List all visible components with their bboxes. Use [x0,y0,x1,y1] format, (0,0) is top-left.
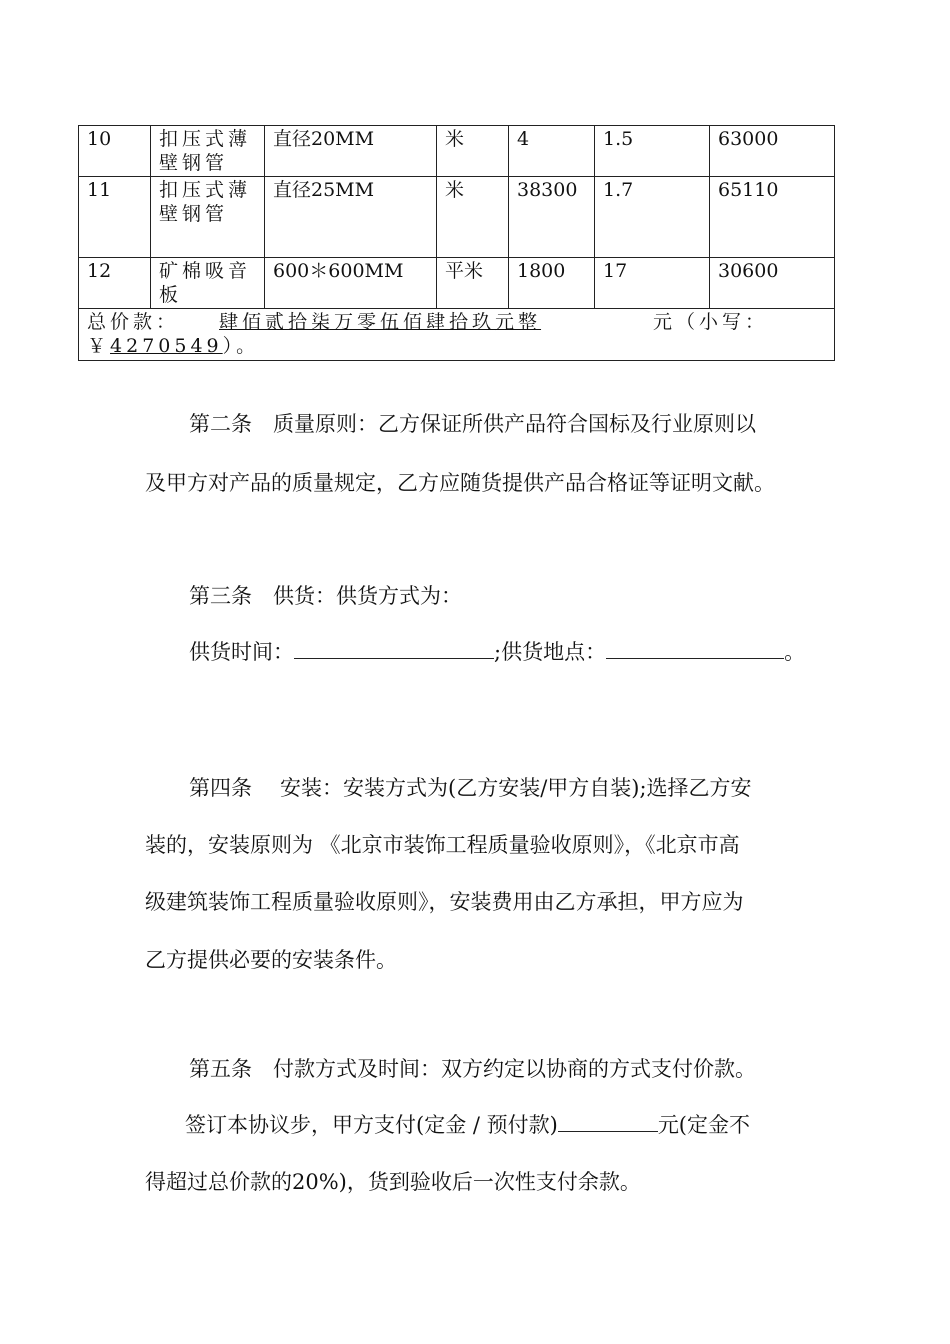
supply-place-label: ;供货地点： [494,640,607,664]
supply-end: 。 [784,640,806,664]
cell-price: 1.5 [595,126,710,177]
article-4-line-1-text: 安装：安装方式为(乙方安装/甲方自装);选择乙方安 [280,776,752,800]
cell-qty: 4 [509,126,595,177]
total-row [79,309,835,361]
article-2-line-1: 第二条 质量原则：乙方保证所供产品符合国标及行业原则以 [189,412,756,436]
article-5-line-2 [145,1111,835,1140]
cell-no: 11 [79,177,151,258]
article-4-line-1 [145,774,835,803]
cell-unit: 米 [437,177,509,258]
article-3-line-2 [145,638,835,667]
cell-spec: 直径20MM [265,126,437,177]
cell-name: 扣压式薄壁钢管 [151,177,265,258]
cell-price: 1.7 [595,177,710,258]
table-row [79,258,835,309]
cell-qty: 38300 [509,177,595,258]
article-4-line-4: 乙方提供必要的安装条件。 [145,948,397,972]
total-close: ）。 [222,335,260,357]
article-4-line-2: 装的，安装原则为 《北京市装饰工程质量验收原则》，《北京市高 [145,833,740,857]
table-row [79,177,835,258]
article-3-line-1: 第三条 供货：供货方式为： [189,584,462,608]
cell-name: 扣压式薄壁钢管 [151,126,265,177]
deposit-suffix: 元(定金不 [657,1113,751,1137]
supply-place-blank [606,640,784,659]
article-5-line-3: 得超过总价款的20%)，货到验收后一次性支付余款。 [145,1170,641,1194]
supply-time-label: 供货时间： [189,640,294,664]
article-4-line-3: 级建筑装饰工程质量验收原则》，安装费用由乙方承担，甲方应为 [145,890,744,914]
article-2-line-2: 及甲方对产品的质量规定，乙方应随货提供产品合格证等证明文献。 [145,471,775,495]
cell-name: 矿棉吸音板 [151,258,265,309]
cell-no: 10 [79,126,151,177]
cell-unit: 平米 [437,258,509,309]
cell-price: 17 [595,258,710,309]
table-row [79,126,835,177]
cell-unit: 米 [437,126,509,177]
total-amount-words: 肆佰贰拾柒万零伍佰肆拾玖元整 [219,311,542,333]
currency-symbol: ￥ [87,335,111,357]
deposit-blank [558,1113,658,1132]
cell-qty: 1800 [509,258,595,309]
article-4-title: 第四条 [189,776,252,800]
cell-spec: 直径25MM [265,177,437,258]
cell-spec: 600＊600MM [265,258,437,309]
supply-time-blank [294,640,494,659]
total-amount-number: 4270549 [110,335,223,357]
deposit-text: 签订本协议步，甲方支付(定金 / 预付款) [185,1113,558,1137]
total-label: 总价款： [87,311,180,333]
cell-no: 12 [79,258,151,309]
cell-amount: 65110 [710,177,835,258]
article-5-line-1: 第五条 付款方式及时间：双方约定以协商的方式支付价款。 [189,1057,756,1081]
total-price-cell [79,309,835,361]
total-unit-suffix: 元（小写： [653,311,769,333]
price-table [78,125,835,361]
cell-amount: 63000 [710,126,835,177]
cell-amount: 30600 [710,258,835,309]
